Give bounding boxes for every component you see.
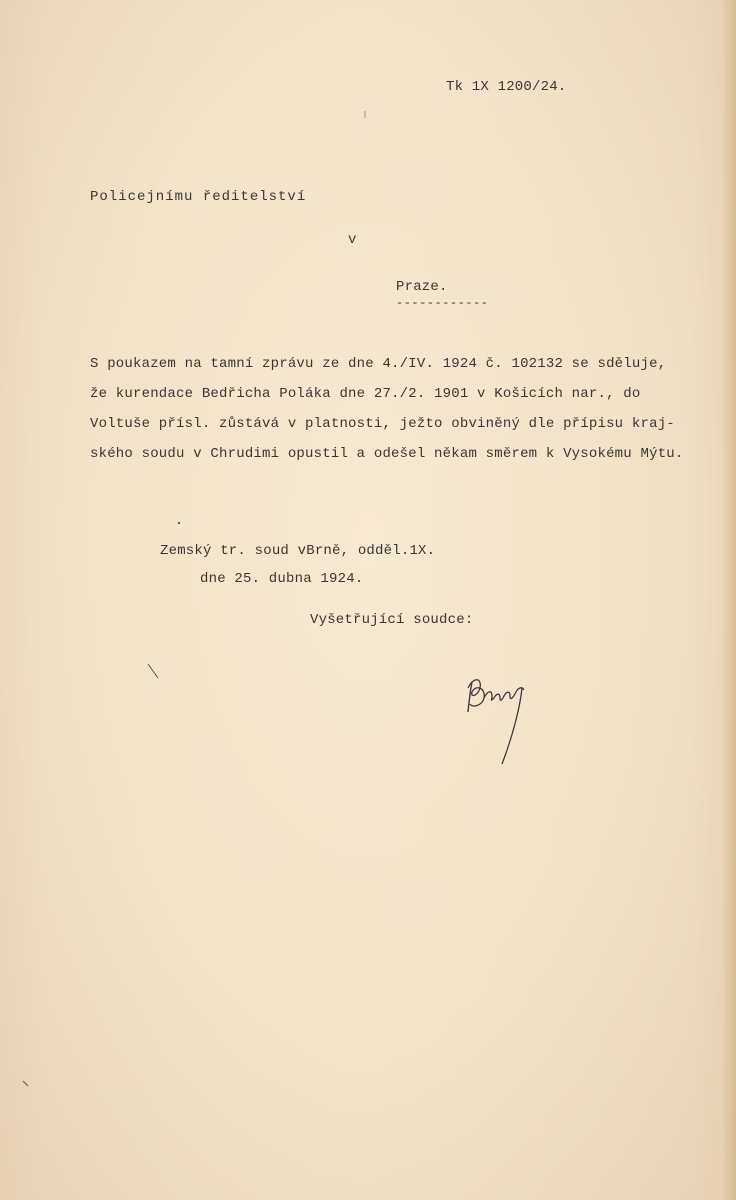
ink-dot-mark: [176, 520, 182, 526]
signatory-title: Vyšetřující soudce:: [310, 612, 474, 628]
reference-number: Tk 1X 1200/24.: [446, 79, 567, 95]
body-line: Voltuše přísl. zůstává v platnosti, ježto obviněný dle přípisu kraj-: [90, 416, 675, 432]
body-line: S poukazem na tamní zprávu ze dne 4./IV. 1924 č. 102132 se sděluje,: [90, 356, 667, 372]
addressee-preposition: v: [348, 232, 357, 248]
body-line: že kurendace Bedřicha Poláka dne 27./2. 1901 v Košicích nar., do: [90, 386, 641, 402]
handwritten-signature-icon: [460, 668, 540, 768]
addressee: Policejnímu ředitelství: [90, 189, 307, 205]
paper-edge: [722, 0, 736, 1200]
city-underline: ------------: [396, 296, 489, 310]
document-date: dne 25. dubna 1924.: [200, 571, 364, 587]
ink-dot-mark: [362, 110, 368, 120]
ink-stroke-mark: [146, 662, 160, 680]
court-name: Zemský tr. soud vBrně, odděl.1X.: [160, 543, 436, 559]
body-line: ského soudu v Chrudimi opustil a odešel někam směrem k Vysokému Mýtu.: [90, 446, 684, 462]
addressee-city: Praze.: [396, 279, 448, 295]
ink-dot-mark: [22, 1080, 30, 1088]
